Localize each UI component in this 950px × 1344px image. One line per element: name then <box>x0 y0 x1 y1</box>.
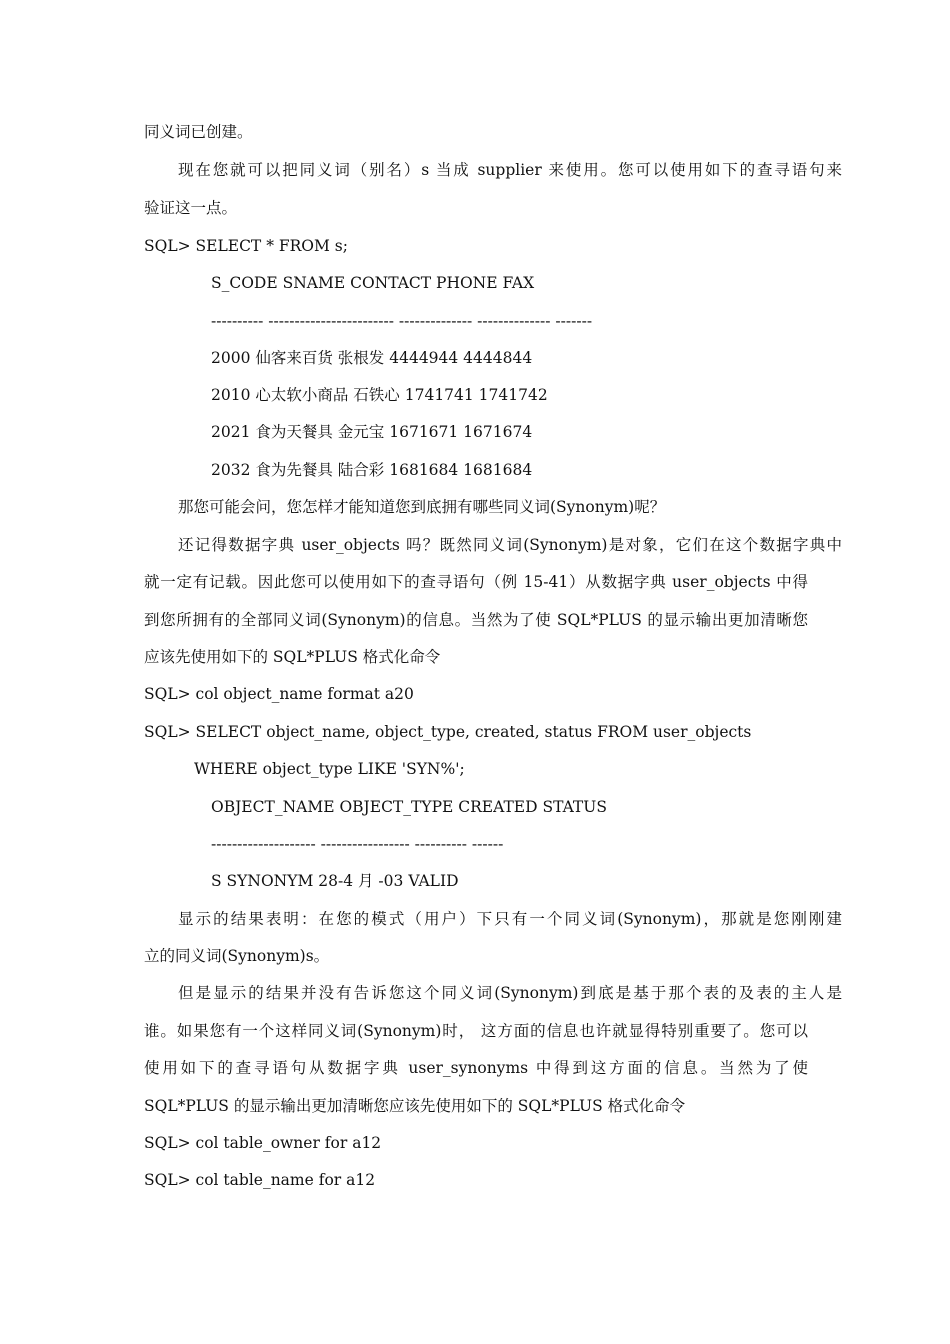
result-divider-line: ---------- ------------------------ -------------- -------------- ------- <box>211 312 593 330</box>
sql-command-line: SQL> SELECT object_name, object_type, created, status FROM user_objects <box>144 723 752 741</box>
sql-command-line: WHERE object_type LIKE 'SYN%'; <box>194 760 465 778</box>
text-line: 应该先使用如下的 SQL*PLUS 格式化命令 <box>144 648 441 666</box>
result-header-line: OBJECT_NAME OBJECT_TYPE CREATED STATUS <box>211 798 607 816</box>
result-divider-line: -------------------- ----------------- ---------- ------ <box>211 835 504 853</box>
text-line: 到您所拥有的全部同义词(Synonym)的信息。当然为了使 SQL*PLUS 的显示输出更加清晰您 <box>144 611 808 629</box>
text-line: SQL*PLUS 的显示输出更加清晰您应该先使用如下的 SQL*PLUS 格式化命令 <box>144 1097 686 1115</box>
text-line: 那您可能会问，您怎样才能知道您到底拥有哪些同义词(Synonym)呢？ <box>178 498 666 516</box>
text-line: 还记得数据字典 user_objects 吗？既然同义词(Synonym)是对象，它们在这个数据字典中 <box>178 536 842 554</box>
result-row: 2000 仙客来百货 张根发 4444944 4444844 <box>211 349 533 367</box>
text-line: 使用如下的查寻语句从数据字典 user_synonyms 中得到这方面的信息。当然为了使 <box>144 1059 808 1077</box>
sql-command-line: SQL> SELECT * FROM s; <box>144 237 348 255</box>
sql-command-line: SQL> col object_name format a20 <box>144 685 414 703</box>
text-line: 但是显示的结果并没有告诉您这个同义词(Synonym)到底是基于那个表的及表的主人是 <box>178 984 842 1002</box>
result-row: S SYNONYM 28-4 月 -03 VALID <box>211 872 459 890</box>
result-row: 2010 心太软小商品 石铁心 1741741 1741742 <box>211 386 548 404</box>
result-header-line: S_CODE SNAME CONTACT PHONE FAX <box>211 274 535 292</box>
text-line: 验证这一点。 <box>144 199 238 217</box>
text-line: 显示的结果表明：在您的模式（用户）下只有一个同义词(Synonym)，那就是您刚刚建 <box>178 910 842 928</box>
text-line: 同义词已创建。 <box>144 123 253 141</box>
text-line: 现在您就可以把同义词（别名）s 当成 supplier 来使用。您可以使用如下的查寻语句来 <box>178 161 842 179</box>
result-row: 2021 食为天餐具 金元宝 1671671 1671674 <box>211 423 533 441</box>
text-line: 就一定有记载。因此您可以使用如下的查寻语句（例 15-41）从数据字典 user_objects 中得 <box>144 573 808 591</box>
result-row: 2032 食为先餐具 陆合彩 1681684 1681684 <box>211 461 533 479</box>
text-line: 立的同义词(Synonym)s。 <box>144 947 330 965</box>
sql-command-line: SQL> col table_name for a12 <box>144 1171 376 1189</box>
sql-command-line: SQL> col table_owner for a12 <box>144 1134 382 1152</box>
text-line: 谁。如果您有一个这样同义词(Synonym)时， 这方面的信息也许就显得特别重要了。您可以 <box>144 1022 808 1040</box>
